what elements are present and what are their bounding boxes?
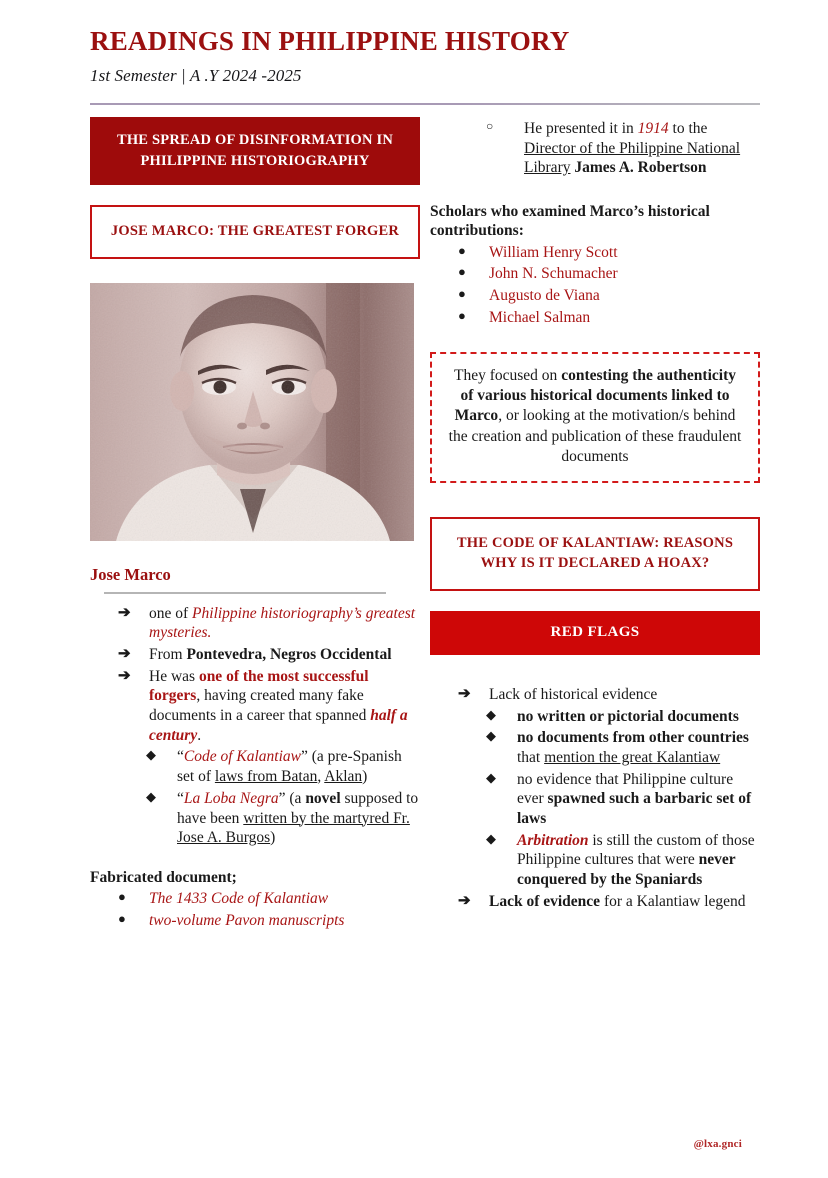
list-item-text: [489, 308, 760, 328]
red-flags-banner: RED FLAGS: [430, 611, 760, 655]
bullet-marker-icon: ○: [486, 119, 494, 134]
fact-list-item: [90, 604, 420, 643]
text-run: La Loba Negra: [183, 789, 279, 807]
text-run: He presented it in: [524, 120, 638, 138]
content-columns: [0, 117, 828, 931]
text-run: Arbitration: [517, 831, 589, 849]
text-run: no written or pictorial documents: [517, 707, 739, 725]
text-run: for a Kalantiaw legend: [600, 892, 746, 910]
text-run: John N. Schumacher: [489, 265, 618, 283]
text-run: written by the martyred Fr. Jose A. Burgos: [177, 809, 410, 847]
list-item-text: [517, 831, 760, 890]
bullet-marker-icon: ➔: [118, 667, 131, 684]
document-header: [0, 0, 828, 105]
list-item-text: [489, 243, 760, 263]
jose-marco-fact-list: [90, 604, 420, 848]
fact-sub-item: [90, 747, 420, 786]
bullet-marker-icon: ●: [458, 242, 466, 258]
text-run: From: [149, 646, 187, 664]
page-subtitle: 1st Semester | A .Y 2024 -2025: [90, 66, 302, 86]
text-run: Philippine historiography’s greatest mysteries.: [149, 604, 416, 642]
red-flags-list: [430, 685, 760, 911]
bullet-marker-icon: ◆: [486, 830, 496, 846]
text-run: spawned such a barbaric set of laws: [517, 790, 752, 827]
text-run: ,: [317, 768, 325, 786]
red-flag-item: [430, 831, 760, 890]
topic-banner: THE SPREAD OF DISINFORMATION IN PHILIPPINE HISTORIOGRAPHY: [90, 117, 420, 185]
bullet-marker-icon: ◆: [146, 788, 156, 804]
scholar-item: [430, 243, 760, 263]
list-item-text: [149, 911, 420, 931]
text-run: Augusto de Viana: [489, 287, 600, 305]
kalantiaw-banner: THE CODE OF KALANTIAW: REASONS WHY IS IT DECLARED A HOAX?: [430, 517, 760, 591]
right-column: [430, 117, 760, 931]
list-item-text: [524, 119, 760, 178]
text-run: is still the custom of those Philippine cultures that were: [517, 831, 755, 869]
fact-list-item: [90, 667, 420, 746]
list-item-text: [489, 685, 760, 705]
list-item-text: [517, 707, 760, 727]
list-item-text: [489, 892, 760, 912]
text-run: one of: [149, 604, 193, 622]
text-run: James A. Robertson: [574, 159, 707, 177]
text-run: He was: [149, 667, 199, 685]
bullet-marker-icon: ●: [118, 910, 126, 926]
header-divider: [90, 103, 760, 105]
list-item-text: [177, 789, 420, 848]
fabricated-documents-heading: Fabricated document;: [90, 868, 237, 886]
text-run: Aklan: [324, 768, 363, 786]
list-item-text: [489, 286, 760, 306]
left-column: [90, 117, 420, 931]
text-run: mention the great Kalantiaw: [544, 748, 721, 766]
red-flag-item: [430, 770, 760, 829]
text-run: no evidence that Philippine culture ever: [517, 770, 734, 808]
text-run: ” (a pre-Spanish set of: [177, 748, 402, 786]
bullet-marker-icon: ●: [458, 286, 466, 302]
red-flag-item: [430, 707, 760, 727]
text-run: .: [197, 726, 202, 744]
text-run: novel: [305, 789, 341, 807]
bullet-marker-icon: ➔: [118, 604, 131, 621]
scholar-item: [430, 264, 760, 284]
bullet-marker-icon: ◆: [486, 728, 496, 744]
list-item-text: [149, 889, 420, 909]
red-flag-item: [430, 685, 760, 705]
bullet-marker-icon: ➔: [458, 685, 471, 702]
text-run: “: [177, 789, 184, 807]
text-run: ” (a: [278, 789, 306, 807]
list-item-text: [517, 770, 760, 829]
bullet-marker-icon: ◆: [486, 706, 496, 722]
list-item-text: [517, 728, 760, 767]
text-run: Director of the Philippine National Library: [524, 139, 741, 177]
bullet-marker-icon: ◆: [486, 769, 496, 785]
text-run: , having created many fake documents in a career that spanned: [149, 687, 371, 725]
bullet-marker-icon: ●: [458, 307, 466, 323]
list-item-text: [489, 264, 760, 284]
text-run: “: [177, 748, 184, 766]
text-run: two-volume Pavon manuscripts: [149, 911, 345, 929]
scholar-item: [430, 308, 760, 328]
bullet-marker-icon: ●: [118, 889, 126, 905]
text-run: supposed to have been: [177, 789, 419, 827]
red-flag-item: [430, 728, 760, 767]
text-run: to the: [668, 120, 708, 138]
author-watermark: @lxa.gnci: [693, 1138, 742, 1150]
text-run: that: [517, 748, 545, 766]
scholars-heading: Scholars who examined Marco’s historical contributions:: [430, 203, 710, 240]
fabricated-document-item: [90, 889, 420, 909]
list-item-text: [149, 667, 420, 746]
text-run: Code of Kalantiaw: [183, 748, 302, 766]
text-run: one of the most successful forgers: [149, 667, 369, 705]
column-gutter: [420, 117, 430, 931]
text-run: half a century: [149, 707, 408, 744]
text-run: The 1433 Code of Kalantiaw: [149, 890, 329, 908]
bullet-marker-icon: ◆: [146, 747, 156, 763]
red-flag-item: [430, 892, 760, 912]
text-run: no documents from other countries: [517, 729, 749, 747]
presented-note-list: [430, 119, 760, 178]
presented-note-item: [430, 119, 760, 178]
subtopic-banner: JOSE MARCO: THE GREATEST FORGER: [90, 205, 420, 259]
bullet-marker-icon: ➔: [458, 892, 471, 909]
scholar-item: [430, 286, 760, 306]
text-run: ): [270, 829, 276, 847]
fact-list-item: [90, 645, 420, 665]
text-run: Michael Salman: [489, 308, 591, 326]
list-item-text: [177, 747, 420, 786]
scholars-focus-note: [430, 352, 760, 483]
text-run: never conquered by the Spaniards: [517, 851, 736, 888]
text-run: , or looking at the motivation/s behind the creation and publication of these fraudulent documents: [448, 407, 742, 466]
fact-sub-item: [90, 789, 420, 848]
list-item-text: [149, 604, 420, 643]
text-run: laws from Batan: [214, 768, 318, 786]
text-run: Pontevedra, Negros Occidental: [186, 646, 392, 664]
text-run: contesting the authenticity of various historical documents linked to Marco: [454, 366, 736, 425]
page-title: READINGS IN PHILIPPINE HISTORY: [90, 26, 570, 56]
jose-marco-portrait-photo: [90, 283, 414, 541]
text-run: ): [362, 768, 368, 786]
text-run: Lack of evidence: [489, 892, 601, 910]
portrait-caption: Jose Marco: [90, 564, 171, 584]
bullet-marker-icon: ●: [458, 264, 466, 280]
bullet-marker-icon: ➔: [118, 646, 131, 663]
scholars-list: [430, 243, 760, 328]
text-run: They focused on: [454, 366, 562, 384]
text-run: William Henry Scott: [489, 243, 618, 261]
fabricated-documents-list: [90, 889, 420, 930]
portrait-image: [90, 283, 414, 541]
text-run: Lack of historical evidence: [489, 685, 658, 703]
fabricated-document-item: [90, 911, 420, 931]
text-run: 1914: [637, 120, 669, 138]
list-item-text: [149, 645, 420, 665]
